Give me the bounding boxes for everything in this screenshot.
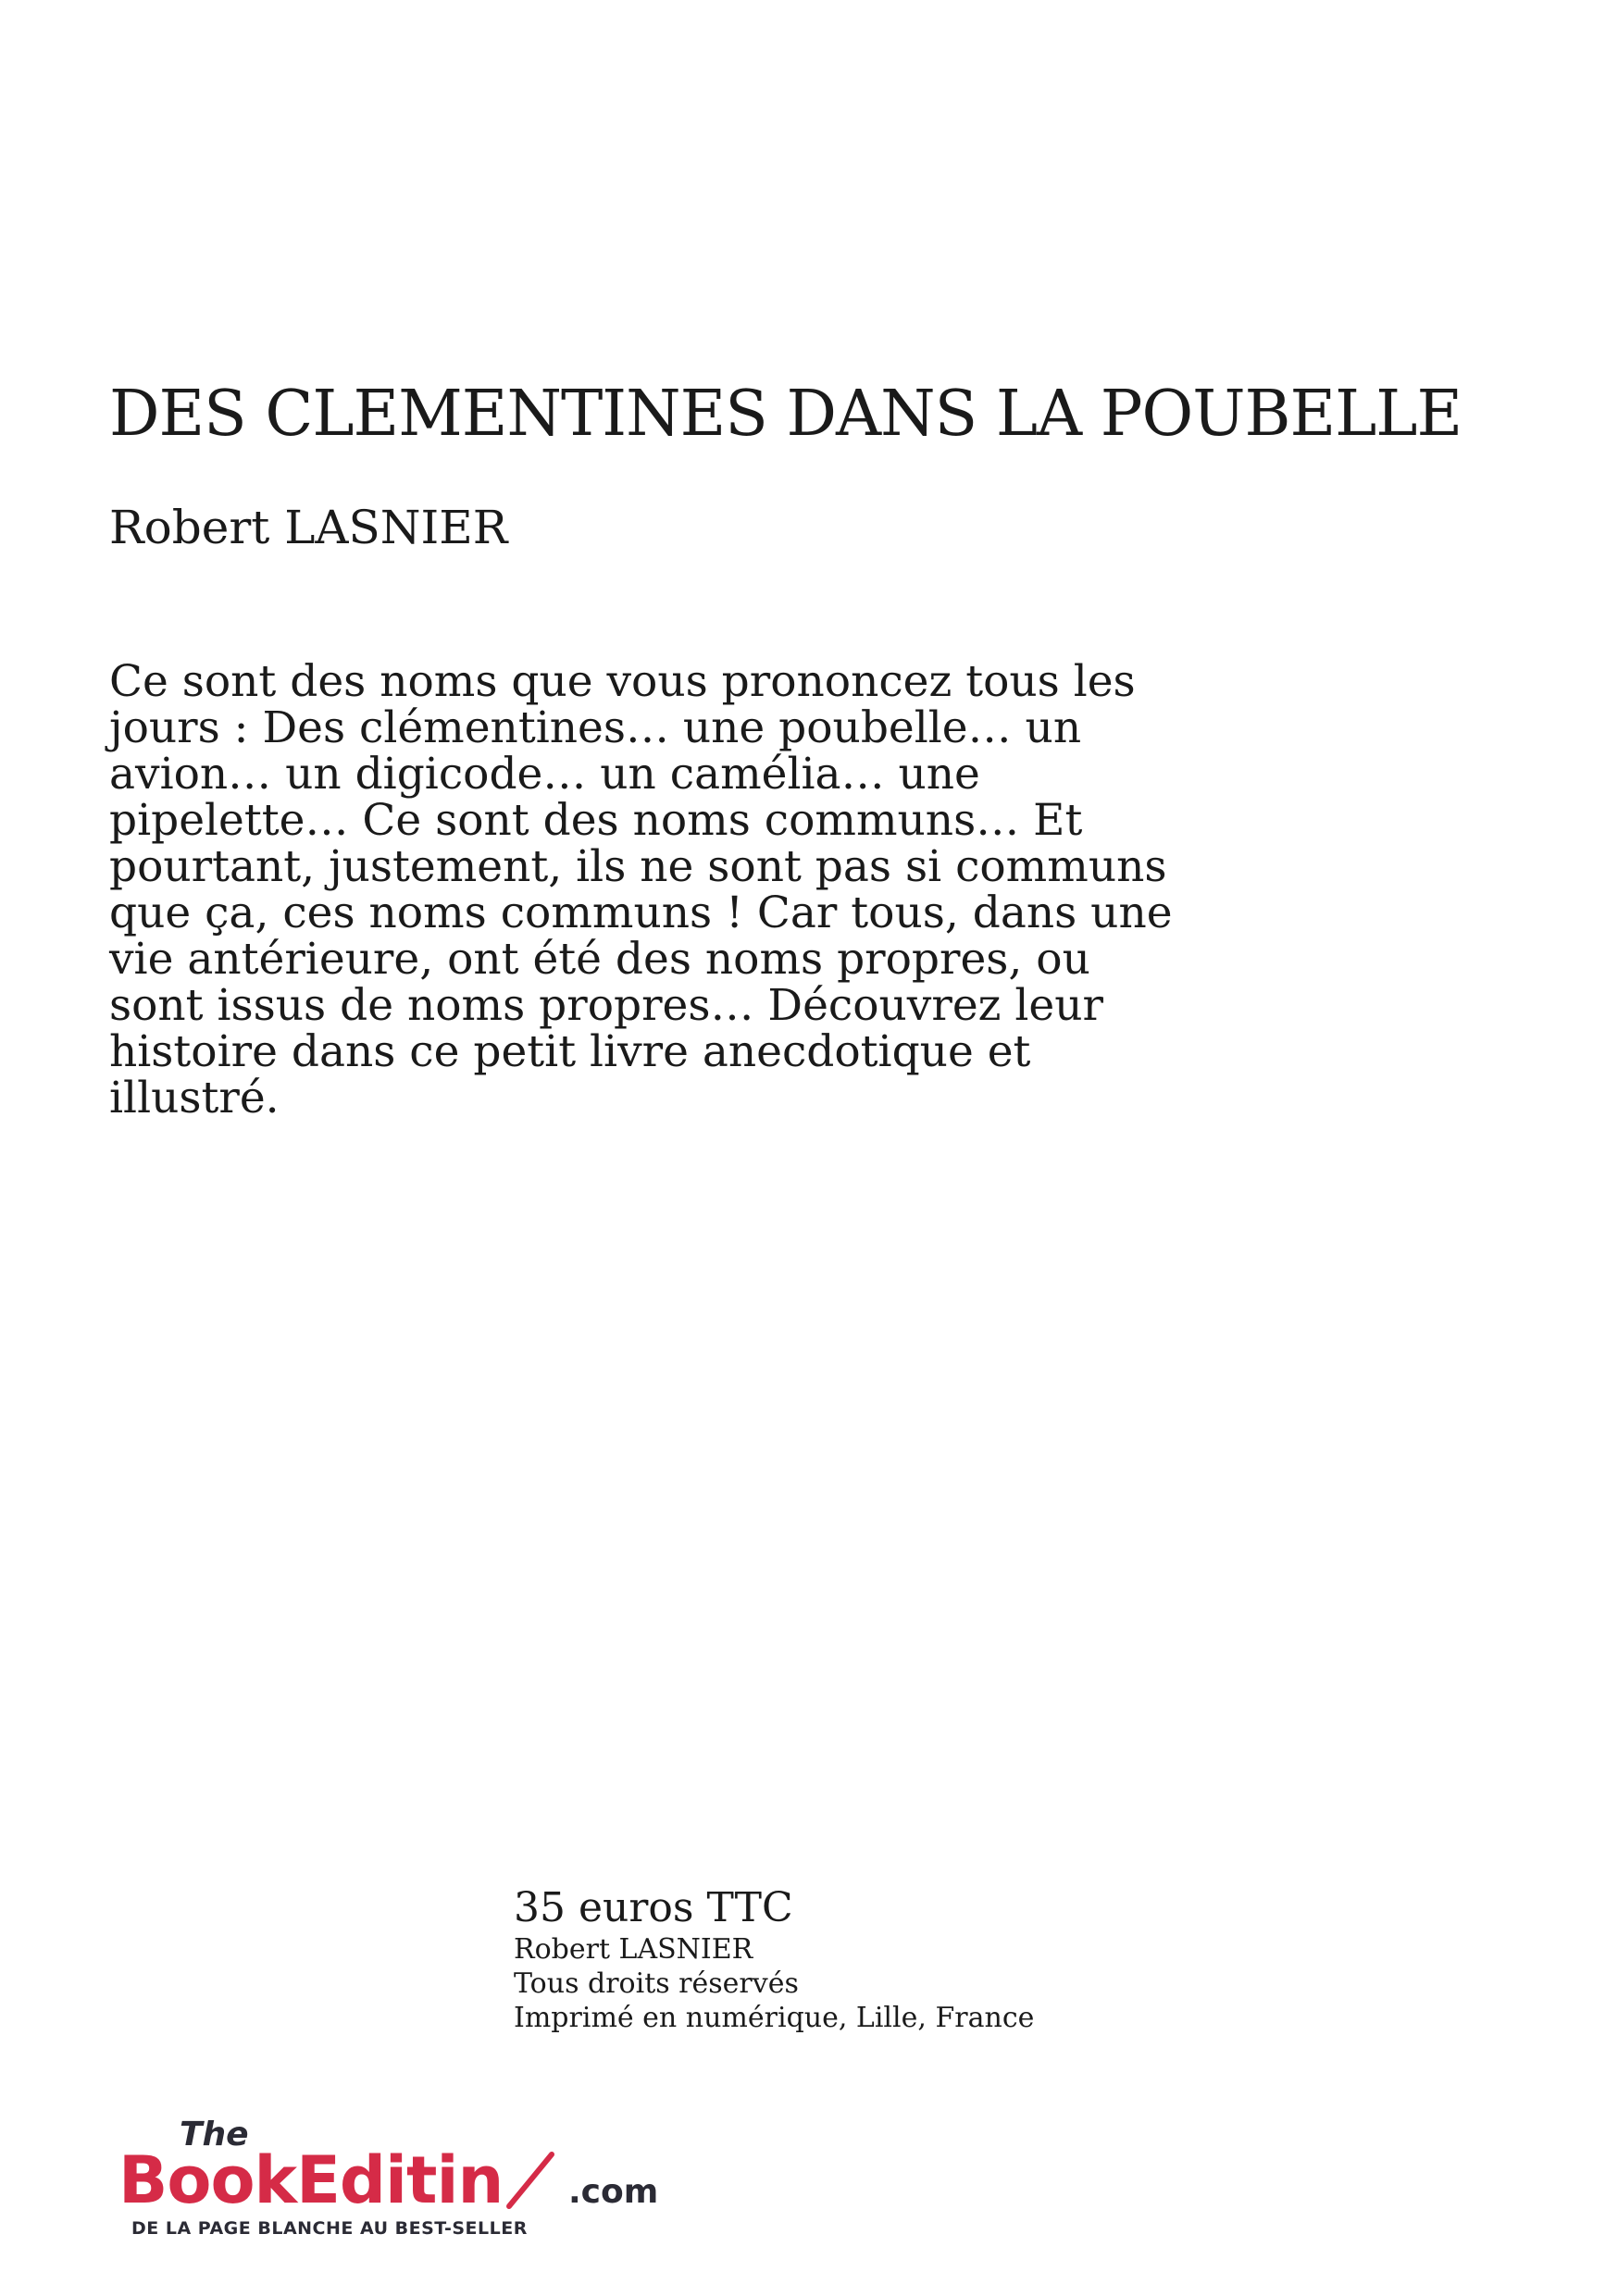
logo-brand-main: BookEditi — [118, 2142, 458, 2218]
logo-tagline: DE LA PAGE BLANCHE AU BEST-SELLER — [131, 2218, 528, 2239]
book-title: DES CLEMENTINES DANS LA POUBELLE — [109, 378, 1462, 451]
quill-icon — [509, 2154, 552, 2206]
rights-notice: Tous droits réservés — [514, 1967, 799, 2000]
imprint-block — [514, 1884, 1162, 2035]
publisher-logo — [118, 2110, 674, 2240]
print-location: Imprimé en numérique, Lille, France — [514, 2002, 1035, 2034]
book-summary: Ce sont des noms que vous prononcez tous les jours : Des clémentines… une poubelle… un avion… un digicode… un camélia… une pipelette… Ce sont des noms communs… Et pourtant, justement, ils ne sont pas si communs que ça, ces noms communs ! Car tous, dans une vie antérieure, ont été des noms propres, ou sont issus de noms propres… Découvrez leur histoire dans ce petit livre anecdotique et illustré. — [109, 656, 1173, 1123]
imprint-author: Robert LASNIER — [514, 1933, 753, 1966]
price-label: 35 euros TTC — [514, 1884, 793, 1931]
logo-the-text: The — [180, 2116, 249, 2153]
book-author: Robert LASNIER — [109, 501, 508, 554]
logo-suffix-text: .com — [568, 2173, 659, 2211]
publisher-logo-graphic — [118, 2110, 674, 2240]
logo-brand-text — [118, 2142, 503, 2218]
logo-brand-n: n — [457, 2142, 504, 2218]
